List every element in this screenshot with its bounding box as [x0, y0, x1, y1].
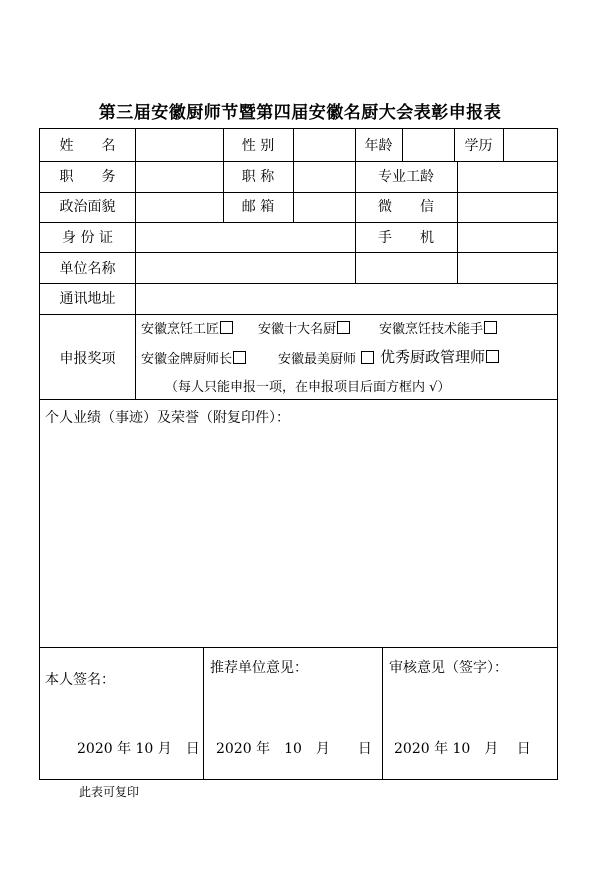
award-option-label: 安徽烹饪技术能手	[379, 322, 484, 337]
achievements-field[interactable]	[41, 426, 557, 646]
name-label: 姓 名	[59, 138, 116, 154]
form-title: 第三届安徽厨师节暨第四届安徽名厨大会表彰申报表	[98, 103, 502, 123]
checkbox-icon[interactable]	[361, 351, 374, 364]
name-field[interactable]	[136, 130, 222, 160]
position-field[interactable]	[136, 162, 222, 191]
achievements-label: 个人业绩（事迹）及荣誉（附复印件）：	[45, 410, 290, 426]
political-status-label: 政治面貌	[59, 199, 116, 215]
recommending-unit-date: 2020 年 10 月 日	[216, 741, 372, 757]
award-option-kitchen-manager[interactable]	[380, 350, 499, 365]
wechat-field[interactable]	[458, 193, 556, 222]
gender-field[interactable]	[294, 130, 354, 160]
footer-note: 此表可复印	[79, 785, 140, 799]
checkbox-icon[interactable]	[337, 321, 350, 334]
award-option-label: 安徽金牌厨师长	[141, 352, 233, 367]
award-option-best-chef[interactable]	[278, 351, 374, 367]
award-option-craftsman[interactable]	[141, 321, 233, 337]
award-option-label: 安徽烹饪工匠	[141, 322, 220, 337]
address-label: 通讯地址	[59, 291, 116, 307]
position-label: 职 务	[59, 169, 116, 185]
award-option-label: 安徽最美厨师	[278, 352, 357, 367]
age-field[interactable]	[403, 130, 453, 160]
email-label: 邮 箱	[241, 199, 275, 215]
award-option-label: 安徽十大名厨	[258, 322, 337, 337]
work-years-label: 专业工龄	[378, 169, 434, 185]
applicant-signature-label: 本人签名：	[45, 672, 115, 688]
checkbox-icon[interactable]	[233, 351, 246, 364]
id-number-field[interactable]	[136, 223, 354, 252]
gender-label: 性 别	[241, 138, 275, 154]
wechat-label: 微 信	[378, 199, 434, 215]
unit-name-field[interactable]	[136, 254, 556, 283]
education-field[interactable]	[504, 130, 556, 160]
awards-label: 申报奖项	[59, 351, 116, 367]
award-option-technical-expert[interactable]	[379, 321, 497, 337]
recommending-unit-opinion-label: 推荐单位意见：	[210, 660, 308, 676]
award-option-label: 优秀厨政管理师	[380, 348, 486, 366]
review-opinion-date: 2020 年 10 月 日	[394, 741, 531, 757]
checkbox-icon[interactable]	[220, 321, 233, 334]
unit-name-label: 单位名称	[59, 261, 116, 277]
review-opinion-label: 审核意见（签字）：	[389, 660, 508, 676]
job-title-label: 职 称	[241, 169, 275, 185]
phone-field[interactable]	[458, 223, 556, 252]
award-option-gold-head-chef[interactable]	[141, 351, 246, 367]
email-field[interactable]	[294, 193, 354, 222]
age-label: 年龄	[364, 138, 393, 154]
id-number-label: 身 份 证	[62, 230, 113, 246]
phone-label: 手 机	[378, 230, 434, 246]
job-title-field[interactable]	[294, 162, 354, 191]
address-field[interactable]	[136, 285, 556, 314]
political-status-field[interactable]	[136, 193, 222, 222]
checkbox-icon[interactable]	[486, 350, 499, 363]
applicant-signature-date: 2020 年 10 月 日	[77, 741, 200, 757]
checkbox-icon[interactable]	[484, 321, 497, 334]
award-option-top-chef[interactable]	[258, 321, 350, 337]
work-years-field[interactable]	[458, 162, 556, 191]
education-label: 学历	[464, 138, 493, 154]
awards-instruction: （每人只能申报一项，在申报项目后面方框内 √）	[165, 380, 451, 395]
